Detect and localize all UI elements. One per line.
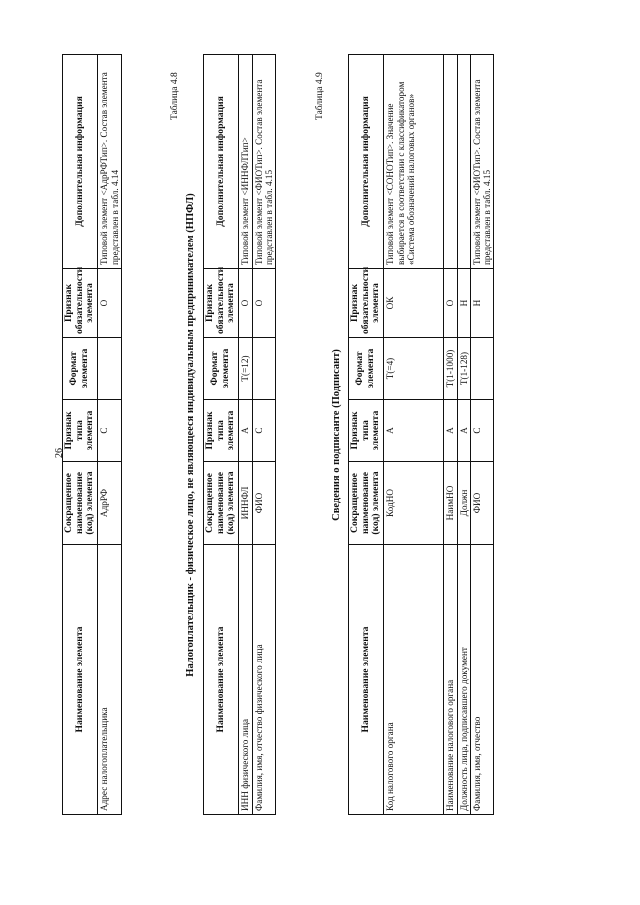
- header-code: Сокращенное наименование (код) элемента: [204, 462, 239, 545]
- cell-info: Типовой элемент <ФИОТип>. Состав элемента представлен в табл. 4.15: [252, 55, 276, 269]
- cell-code: Должн: [457, 462, 470, 545]
- cell-code: ФИО: [470, 462, 494, 545]
- header-required: Признак обязательности элемента: [204, 269, 239, 338]
- table-row: [457, 55, 470, 815]
- cell-required: ОК: [384, 269, 444, 338]
- header-info: Дополнительная информация: [204, 55, 239, 269]
- table-row: [470, 55, 494, 815]
- cell-code: НаимНО: [444, 462, 457, 545]
- cell-info: Типовой элемент <ФИОТип>. Состав элемента представлен в табл. 4.15: [470, 55, 494, 269]
- cell-format: Т(=4): [384, 338, 444, 400]
- cell-required: О: [444, 269, 457, 338]
- cell-info: [457, 55, 470, 269]
- cell-info: Типовой элемент <СОНОТип>. Значение выбирается в соответствии с классификатором «Система обозначений налоговых органов»: [384, 55, 444, 269]
- cell-required: Н: [470, 269, 494, 338]
- table-header-row: [63, 55, 98, 815]
- table-row: [384, 55, 444, 815]
- header-format: Формат элемента: [63, 338, 98, 400]
- header-name: Наименование элемента: [349, 545, 384, 815]
- table-caption: Таблица 4.9: [315, 72, 325, 120]
- cell-name: Должность лица, подписавшего документ: [457, 545, 470, 815]
- header-info: Дополнительная информация: [349, 55, 384, 269]
- header-type: Признак типа элемента: [204, 400, 239, 462]
- cell-info: [444, 55, 457, 269]
- cell-format: Т(1-128): [457, 338, 470, 400]
- table-caption: Таблица 4.8: [170, 72, 180, 120]
- header-name: Наименование элемента: [204, 545, 239, 815]
- cell-name: Адрес налогоплательщика: [98, 545, 122, 815]
- cell-type: С: [470, 400, 494, 462]
- cell-format: [252, 338, 276, 400]
- table-title: Сведения о подписанте (Подписант): [331, 349, 342, 521]
- header-required: Признак обязательности элемента: [349, 269, 384, 338]
- table-signatory: [348, 54, 494, 815]
- cell-type: С: [252, 400, 276, 462]
- cell-type: С: [98, 400, 122, 462]
- header-type: Признак типа элемента: [349, 400, 384, 462]
- table-row: [444, 55, 457, 815]
- table-row: [252, 55, 276, 815]
- cell-info: Типовой элемент <АдрРФТип>. Состав элемента представлен в табл. 4.14: [98, 55, 122, 269]
- header-code: Сокращенное наименование (код) элемента: [63, 462, 98, 545]
- cell-required: О: [239, 269, 252, 338]
- cell-info: Типовой элемент <ИННФЛТип>: [239, 55, 252, 269]
- page-number: 26: [54, 448, 65, 458]
- header-type: Признак типа элемента: [63, 400, 98, 462]
- cell-required: Н: [457, 269, 470, 338]
- table-individual-taxpayer: [203, 54, 276, 815]
- cell-code: АдрРФ: [98, 462, 122, 545]
- cell-name: Наименование налогового органа: [444, 545, 457, 815]
- header-code: Сокращенное наименование (код) элемента: [349, 462, 384, 545]
- table-title: Налогоплательщик - физическое лицо, не являющееся индивидуальным предпринимателем (НПФЛ): [185, 193, 196, 677]
- table-row: [98, 55, 122, 815]
- cell-format: [470, 338, 494, 400]
- cell-name: Фамилия, имя, отчество: [470, 545, 494, 815]
- cell-type: А: [444, 400, 457, 462]
- cell-format: [98, 338, 122, 400]
- table-header-row: [204, 55, 239, 815]
- cell-required: О: [98, 269, 122, 338]
- table-header-row: [349, 55, 384, 815]
- cell-name: ИНН физического лица: [239, 545, 252, 815]
- cell-code: КодНО: [384, 462, 444, 545]
- cell-code: ИННФЛ: [239, 462, 252, 545]
- header-format: Формат элемента: [349, 338, 384, 400]
- cell-type: А: [239, 400, 252, 462]
- table-row: [239, 55, 252, 815]
- cell-format: Т(=12): [239, 338, 252, 400]
- cell-required: О: [252, 269, 276, 338]
- cell-name: Фамилия, имя, отчество физического лица: [252, 545, 276, 815]
- header-format: Формат элемента: [204, 338, 239, 400]
- table-tax-payer-address: [62, 54, 122, 815]
- header-info: Дополнительная информация: [63, 55, 98, 269]
- cell-type: А: [384, 400, 444, 462]
- cell-type: А: [457, 400, 470, 462]
- header-name: Наименование элемента: [63, 545, 98, 815]
- cell-name: Код налогового органа: [384, 545, 444, 815]
- cell-format: Т(1-1000): [444, 338, 457, 400]
- header-required: Признак обязательности элемента: [63, 269, 98, 338]
- cell-code: ФИО: [252, 462, 276, 545]
